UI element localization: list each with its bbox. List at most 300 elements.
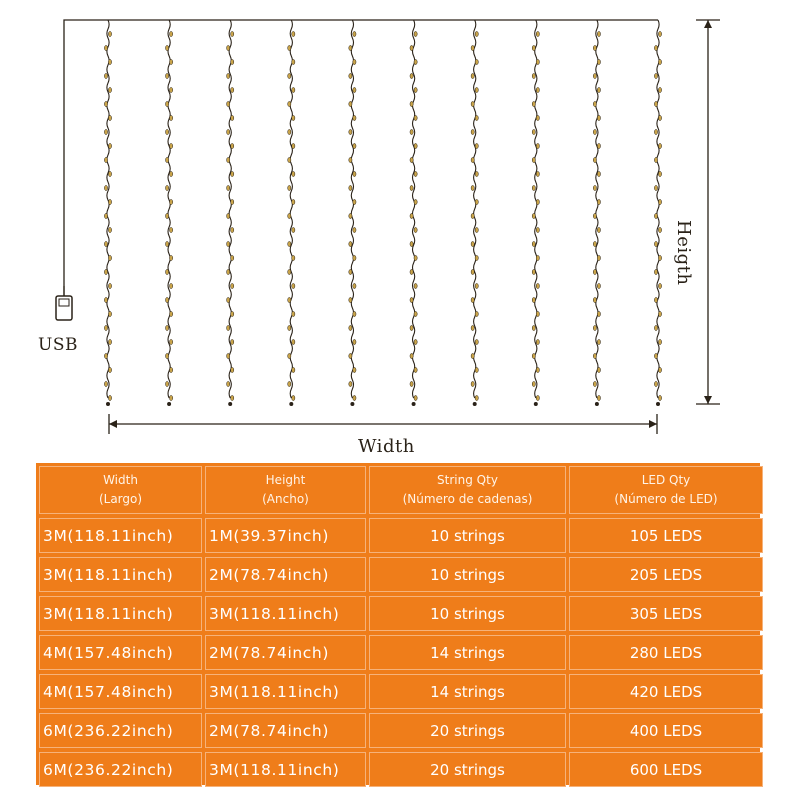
led-bead [227,157,230,162]
strand-end-cap [228,402,232,406]
led-bead [231,395,234,400]
cell-height: 2M(78.74inch) [205,713,366,748]
light-strands [104,20,661,406]
led-bead [104,241,107,246]
led-bead [593,325,596,330]
wire-group [64,20,658,286]
led-bead [654,269,657,274]
led-bead [166,325,169,330]
led-bead [597,283,600,288]
led-bead [108,283,111,288]
led-bead [231,227,234,232]
led-bead [536,227,539,232]
led-bead [170,255,173,260]
led-bead [532,297,535,302]
led-bead [353,395,356,400]
led-bead [353,115,356,120]
led-bead [170,31,173,36]
led-bead [597,255,600,260]
led-bead [410,129,413,134]
led-bead [166,241,169,246]
cell-width: 6M(236.22inch) [39,713,202,748]
led-bead [292,227,295,232]
led-bead [231,311,234,316]
led-bead [597,143,600,148]
led-bead [349,325,352,330]
led-bead [597,367,600,372]
led-bead [532,185,535,190]
led-bead [108,115,111,120]
cell-width: 3M(118.11inch) [39,518,202,553]
led-bead [654,129,657,134]
led-bead [292,31,295,36]
led-bead [471,325,474,330]
led-bead [471,297,474,302]
cell-height: 1M(39.37inch) [205,518,366,553]
cell-height: 2M(78.74inch) [205,635,366,670]
strand-end-cap [167,402,171,406]
led-bead [414,283,417,288]
led-bead [166,73,169,78]
led-bead [170,199,173,204]
led-bead [532,353,535,358]
led-bead [104,185,107,190]
led-bead [597,87,600,92]
led-bead [532,157,535,162]
led-bead [227,297,230,302]
led-bead [658,311,661,316]
cell-led-qty: 105 LEDS [569,518,763,553]
led-bead [231,171,234,176]
led-bead [170,227,173,232]
led-bead [414,311,417,316]
led-bead [410,157,413,162]
led-bead [349,381,352,386]
led-bead [108,255,111,260]
cell-led-qty: 305 LEDS [569,596,763,631]
header-string-qty-title: String Qty [437,473,498,487]
light-strand [593,20,600,406]
led-bead [292,255,295,260]
led-bead [471,45,474,50]
header-height-title: Height [265,473,306,487]
led-bead [536,311,539,316]
cell-string-qty: 14 strings [369,674,566,709]
header-led-qty-subtitle: (Número de LED) [614,492,718,506]
led-bead [170,395,173,400]
led-bead [475,367,478,372]
led-bead [597,311,600,316]
led-bead [108,59,111,64]
led-bead [349,185,352,190]
led-bead [532,73,535,78]
led-bead [108,31,111,36]
strand-end-cap [289,402,293,406]
led-bead [536,143,539,148]
led-bead [654,325,657,330]
strand-end-cap [350,402,354,406]
led-bead [471,185,474,190]
light-strand [227,20,234,406]
led-bead [654,381,657,386]
led-bead [475,255,478,260]
led-bead [166,353,169,358]
led-bead [292,283,295,288]
led-bead [166,381,169,386]
led-bead [231,367,234,372]
led-bead [536,367,539,372]
led-bead [410,269,413,274]
led-bead [227,381,230,386]
header-height-subtitle: (Ancho) [262,492,309,506]
header-led-qty [569,466,763,514]
led-bead [414,367,417,372]
led-bead [593,381,596,386]
cell-string-qty: 10 strings [369,518,566,553]
led-bead [654,101,657,106]
led-bead [593,269,596,274]
led-bead [658,31,661,36]
light-strand [532,20,539,406]
led-bead [410,353,413,358]
header-height [205,466,366,514]
led-bead [288,269,291,274]
led-bead [104,381,107,386]
led-bead [104,157,107,162]
led-bead [658,115,661,120]
light-strand [166,20,173,406]
led-bead [658,199,661,204]
strand-end-cap [534,402,538,406]
cell-width: 3M(118.11inch) [39,557,202,592]
led-bead [227,45,230,50]
header-string-qty-subtitle: (Número de cadenas) [402,492,533,506]
cell-width: 4M(157.48inch) [39,674,202,709]
led-bead [292,367,295,372]
light-strand [471,20,478,406]
led-bead [593,73,596,78]
led-bead [292,311,295,316]
led-bead [353,171,356,176]
led-bead [536,395,539,400]
cell-led-qty: 400 LEDS [569,713,763,748]
led-bead [108,199,111,204]
led-bead [349,101,352,106]
led-bead [471,213,474,218]
led-bead [414,395,417,400]
led-bead [104,325,107,330]
led-bead [288,297,291,302]
cell-height: 2M(78.74inch) [205,557,366,592]
strand-end-cap [656,402,660,406]
header-led-qty-title: LED Qty [641,473,691,487]
light-strand [410,20,417,406]
usb-plug-icon [56,286,72,320]
led-bead [104,353,107,358]
led-bead [654,213,657,218]
led-bead [658,367,661,372]
led-bead [471,381,474,386]
led-bead [414,171,417,176]
led-bead [349,213,352,218]
led-bead [597,171,600,176]
led-bead [536,199,539,204]
cell-height: 3M(118.11inch) [205,752,366,787]
led-bead [353,367,356,372]
usb-label: USB [38,335,78,355]
led-bead [108,87,111,92]
led-bead [475,311,478,316]
led-bead [658,395,661,400]
led-bead [108,311,111,316]
led-bead [410,101,413,106]
led-bead [170,367,173,372]
led-bead [231,339,234,344]
led-bead [231,115,234,120]
led-bead [108,227,111,232]
led-bead [654,73,657,78]
led-bead [597,59,600,64]
strand-end-cap [473,402,477,406]
header-width-subtitle: (Largo) [98,492,143,506]
led-bead [108,171,111,176]
height-label: Heigth [673,220,694,286]
cell-string-qty: 20 strings [369,752,566,787]
led-bead [166,269,169,274]
led-bead [536,115,539,120]
led-bead [658,255,661,260]
light-strand [349,20,356,406]
led-bead [654,45,657,50]
led-bead [227,101,230,106]
cell-led-qty: 420 LEDS [569,674,763,709]
led-bead [227,353,230,358]
led-bead [593,45,596,50]
led-bead [410,241,413,246]
cell-height: 3M(118.11inch) [205,674,366,709]
led-bead [292,87,295,92]
led-bead [108,143,111,148]
led-bead [536,31,539,36]
led-bead [288,213,291,218]
led-bead [353,31,356,36]
led-bead [658,171,661,176]
led-bead [166,101,169,106]
led-bead [170,339,173,344]
width-dimension-arrow [109,414,657,434]
led-bead [597,31,600,36]
led-bead [593,185,596,190]
led-bead [593,241,596,246]
led-bead [410,45,413,50]
led-bead [654,185,657,190]
cell-string-qty: 14 strings [369,635,566,670]
led-bead [288,241,291,246]
led-bead [593,213,596,218]
led-bead [170,283,173,288]
size-spec-table [36,463,760,785]
width-label: Width [358,436,415,457]
led-bead [471,353,474,358]
led-bead [353,87,356,92]
led-bead [231,31,234,36]
led-bead [471,73,474,78]
led-bead [471,101,474,106]
led-bead [593,297,596,302]
led-bead [353,227,356,232]
led-bead [166,213,169,218]
led-bead [410,325,413,330]
led-bead [166,297,169,302]
led-bead [170,59,173,64]
led-bead [536,87,539,92]
led-bead [410,185,413,190]
led-bead [471,269,474,274]
led-bead [414,115,417,120]
led-bead [475,283,478,288]
led-bead [414,59,417,64]
led-bead [475,395,478,400]
led-bead [593,129,596,134]
led-bead [536,59,539,64]
led-bead [231,59,234,64]
led-bead [292,143,295,148]
strand-end-cap [412,402,416,406]
led-bead [475,199,478,204]
header-width-title: Width [103,473,138,487]
led-bead [414,227,417,232]
led-bead [231,199,234,204]
cell-height: 3M(118.11inch) [205,596,366,631]
led-bead [532,129,535,134]
light-strand [104,20,111,406]
led-bead [475,87,478,92]
led-bead [353,283,356,288]
led-bead [231,87,234,92]
led-bead [536,283,539,288]
led-bead [536,339,539,344]
led-bead [475,171,478,176]
header-width [39,466,202,514]
cell-width: 3M(118.11inch) [39,596,202,631]
led-bead [532,101,535,106]
led-bead [227,185,230,190]
led-bead [288,129,291,134]
header-string-qty [369,466,566,514]
led-bead [353,59,356,64]
led-bead [658,59,661,64]
led-bead [353,255,356,260]
led-bead [475,115,478,120]
led-bead [104,213,107,218]
cell-width: 6M(236.22inch) [39,752,202,787]
led-bead [353,199,356,204]
strand-end-cap [106,402,110,406]
top-wire [64,20,658,286]
cell-led-qty: 600 LEDS [569,752,763,787]
height-dimension-arrow [696,20,720,404]
strand-end-cap [595,402,599,406]
led-bead [349,45,352,50]
led-bead [532,381,535,386]
led-bead [532,241,535,246]
led-bead [227,269,230,274]
led-bead [410,73,413,78]
led-bead [227,129,230,134]
led-bead [593,157,596,162]
led-bead [475,227,478,232]
led-bead [292,199,295,204]
led-bead [475,31,478,36]
led-bead [414,87,417,92]
led-bead [475,339,478,344]
led-bead [414,143,417,148]
led-bead [288,73,291,78]
led-bead [166,129,169,134]
led-bead [170,115,173,120]
led-bead [288,381,291,386]
led-bead [475,143,478,148]
led-bead [536,255,539,260]
led-bead [349,297,352,302]
led-bead [170,87,173,92]
led-bead [471,129,474,134]
led-bead [231,255,234,260]
led-bead [597,115,600,120]
cell-led-qty: 280 LEDS [569,635,763,670]
led-bead [292,115,295,120]
led-bead [104,269,107,274]
led-bead [292,395,295,400]
led-bead [597,339,600,344]
led-bead [353,339,356,344]
led-bead [104,129,107,134]
led-bead [170,143,173,148]
cell-width: 4M(157.48inch) [39,635,202,670]
led-bead [532,269,535,274]
led-bead [593,353,596,358]
cell-led-qty: 205 LEDS [569,557,763,592]
cell-string-qty: 20 strings [369,713,566,748]
led-bead [349,269,352,274]
led-bead [231,143,234,148]
led-bead [410,297,413,302]
led-bead [288,101,291,106]
led-bead [288,185,291,190]
cell-string-qty: 10 strings [369,596,566,631]
led-bead [532,325,535,330]
led-bead [353,143,356,148]
led-bead [410,213,413,218]
led-bead [349,353,352,358]
led-bead [475,59,478,64]
led-bead [231,283,234,288]
led-bead [597,199,600,204]
led-bead [654,241,657,246]
led-bead [292,59,295,64]
led-bead [410,381,413,386]
led-bead [108,339,111,344]
led-bead [658,227,661,232]
led-bead [414,31,417,36]
led-bead [288,325,291,330]
led-bead [170,171,173,176]
led-bead [104,101,107,106]
light-strand [654,20,661,406]
led-bead [227,241,230,246]
led-bead [471,241,474,246]
led-bead [654,353,657,358]
